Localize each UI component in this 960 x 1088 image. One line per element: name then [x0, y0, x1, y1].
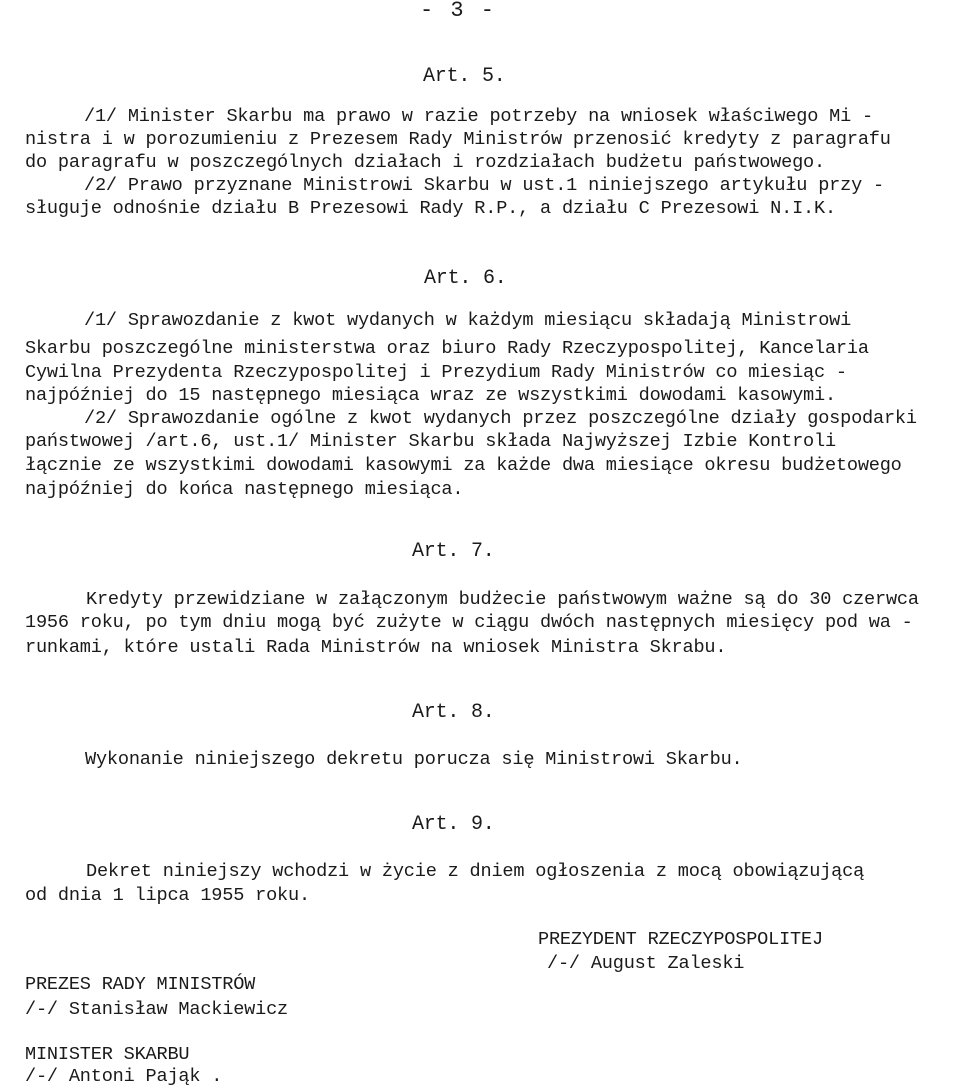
art9-line-2: od dnia 1 lipca 1955 roku.	[25, 885, 310, 906]
art6-line-6: państwowej /art.6, ust.1/ Minister Skarbu składa Najwyższej Izbie Kontroli	[25, 431, 836, 452]
president-name: /-/ August Zaleski	[547, 953, 745, 974]
art5-line-3: do paragrafu w poszczególnych działach i rozdziałach budżetu państwowego.	[25, 152, 825, 173]
art6-line-5: /2/ Sprawozdanie ogólne z kwot wydanych przez poszczególne działy gospodarki	[84, 408, 917, 429]
art7-line-2: 1956 roku, po tym dniu mogą być zużyte w ciągu dwóch następnych miesięcy pod wa -	[25, 612, 913, 633]
prime-minister-title: PREZES RADY MINISTRÓW	[25, 974, 256, 995]
art6-line-7: łącznie ze wszystkimi dowodami kasowymi za każde dwa miesiące okresu budżetowego	[25, 455, 902, 476]
art7-line-3: runkami, które ustali Rada Ministrów na wniosek Ministra Skrabu.	[25, 637, 727, 658]
prime-minister-name: /-/ Stanisław Mackiewicz	[25, 999, 288, 1020]
president-title: PREZYDENT RZECZYPOSPOLITEJ	[538, 929, 823, 950]
art9-line-1: Dekret niniejszy wchodzi w życie z dniem ogłoszenia z mocą obowiązującą	[86, 861, 865, 882]
art5-line-4: /2/ Prawo przyznane Ministrowi Skarbu w ust.1 niniejszego artykułu przy -	[84, 175, 884, 196]
art6-line-4: najpóźniej do 15 następnego miesiąca wraz ze wszystkimi dowodami kasowymi.	[25, 385, 836, 406]
art9-heading: Art. 9.	[412, 813, 495, 836]
art6-heading: Art. 6.	[424, 267, 507, 290]
art6-line-2: Skarbu poszczególne ministerstwa oraz biuro Rady Rzeczypospolitej, Kancelaria	[25, 338, 869, 359]
treasury-minister-name: /-/ Antoni Pająk .	[25, 1066, 223, 1087]
art6-line-1: /1/ Sprawozdanie z kwot wydanych w każdym miesiącu składają Ministrowi	[84, 310, 852, 331]
art5-line-2: nistra i w porozumieniu z Prezesem Rady Ministrów przenosić kredyty z paragrafu	[25, 129, 891, 150]
page-number: - 3 -	[420, 0, 497, 23]
art8-line-1: Wykonanie niniejszego dekretu porucza się Ministrowi Skarbu.	[85, 749, 743, 770]
treasury-minister-title: MINISTER SKARBU	[25, 1044, 190, 1065]
art7-line-1: Kredyty przewidziane w załączonym budżecie państwowym ważne są do 30 czerwca	[86, 589, 919, 610]
art7-heading: Art. 7.	[412, 540, 495, 563]
art5-line-1: /1/ Minister Skarbu ma prawo w razie potrzeby na wniosek właściwego Mi -	[84, 106, 873, 127]
art5-heading: Art. 5.	[423, 65, 506, 88]
art8-heading: Art. 8.	[412, 701, 495, 724]
art6-line-3: Cywilna Prezydenta Rzeczypospolitej i Prezydium Rady Ministrów co miesiąc -	[25, 362, 847, 383]
art6-line-8: najpóźniej do końca następnego miesiąca.	[25, 479, 464, 500]
art5-line-5: sługuje odnośnie działu B Prezesowi Rady R.P., a działu C Prezesowi N.I.K.	[25, 198, 836, 219]
